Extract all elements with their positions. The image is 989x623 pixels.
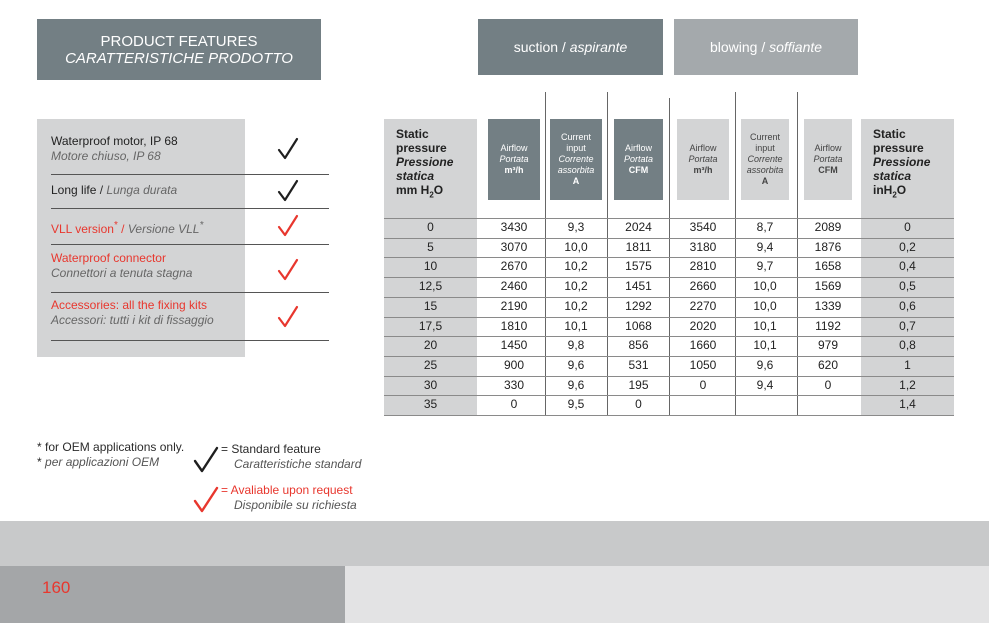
blowing-label: blowing [709,39,758,55]
hdr-line-it: statica [396,169,435,183]
product-features-header [37,19,321,80]
static-pressure-in-header [861,119,954,217]
legend-oem [37,440,184,470]
feature-label: Waterproof motor, IP 68 [51,134,178,148]
legend-request-it: Disponibile su richiesta [234,498,357,512]
col-hdr-l2b: assorbita [746,165,784,175]
feature-text [51,218,203,237]
col-hdr-l2: Corrente [747,154,783,164]
table-cell: 0,7 [899,319,916,333]
table-cell: 1292 [625,299,652,313]
table-cell: 10 [423,259,438,273]
feature-label: VLL version [51,222,114,236]
table-cell [677,395,729,414]
col-hdr-unit: A [761,176,769,186]
table-cell: 0,2 [899,240,916,254]
blowing-header [674,19,858,75]
table-cell: 1660 [689,338,717,352]
table-cell: 1658 [814,259,842,273]
table-cell: 5 [427,240,434,254]
legend-star: * [37,455,42,469]
column-divider [545,92,546,415]
legend-oem-en: for OEM applications only. [45,440,185,454]
feature-label-it: Lunga durata [106,183,178,197]
blowing-label-it: soffiante [769,39,823,55]
table-cell: 195 [628,378,649,392]
table-cell: 1339 [814,299,842,313]
col-hdr-unit: CFM [628,165,649,175]
hdr-unit-sub: 2 [892,190,897,200]
table-cell: 10,2 [564,259,588,273]
suction-label: suction [513,39,559,55]
feature-label-it: Motore chiuso, IP 68 [51,149,161,163]
column-divider [735,92,736,415]
table-cell: 0 [824,378,832,392]
hdr-unit-b: O [433,183,444,197]
table-cell: 3540 [689,220,717,234]
col-hdr-l1: Airflow [689,143,717,153]
col-hdr-l1: Current [560,132,591,142]
table-cell: 17,5 [418,319,443,333]
feature-sep: / [96,183,107,197]
table-cell: 9,4 [756,240,774,254]
legend-standard-it: Caratteristiche standard [234,457,362,471]
table-cell: 0 [510,397,518,411]
col-hdr-l1b: input [755,143,775,153]
legend-star: * [37,440,42,454]
table-cell: 3180 [689,240,717,254]
feature-row [51,175,329,209]
table-cell: 0 [427,220,434,234]
check-icon [277,258,299,282]
column-divider [797,92,798,415]
table-cell: 20 [423,338,438,352]
hdr-unit [873,183,954,202]
feature-label: Long life [51,183,97,197]
hdr-line: Static [873,127,906,141]
hdr-line-it: Pressione [396,155,454,169]
table-cell: 0 [635,397,642,411]
table-cell: 620 [817,358,839,372]
table-cell: 9,7 [756,259,774,273]
row-divider [384,415,954,416]
table-cell: 1192 [815,319,841,333]
suction-sep: / [558,39,570,55]
col-hdr-l1: Airflow [814,143,842,153]
feature-label: Accessories: all the fixing kits [51,298,208,312]
table-cell: 1,4 [899,397,916,411]
col-hdr-l1b: input [566,143,586,153]
table-cell [741,395,789,414]
col-hdr-l1: Airflow [624,143,652,153]
col-hdr-unit: A [572,176,580,186]
features-title-it: CARATTERISTICHE PRODOTTO [65,49,293,67]
check-icon [193,446,219,474]
feature-label: Waterproof connector [51,251,166,265]
feature-text [51,183,177,198]
col-hdr-unit: m³/h [693,165,713,175]
col-hdr-l2: Portata [688,154,718,164]
feature-star: * [113,220,118,231]
static-pressure-mm-header [384,119,477,217]
table-cell: 856 [628,338,649,352]
blowing-sep: / [757,39,770,55]
feature-text [51,134,178,164]
table-cell: 30 [423,378,438,392]
table-cell: 3070 [500,240,528,254]
hdr-line: pressure [873,141,924,155]
table-cell: 2024 [625,220,652,234]
check-icon [193,486,219,514]
page-number: 160 [42,578,71,597]
table-cell: 1451 [625,279,652,293]
table-cell: 1876 [814,240,842,254]
table-cell: 2020 [689,319,717,333]
table-cell: 9,4 [756,378,774,392]
features-title: PRODUCT FEATURES [100,32,258,50]
table-cell: 1 [904,358,911,372]
feature-star-it: * [199,220,204,231]
feature-label-it: Accessori: tutti i kit di fissaggio [51,313,214,327]
feature-row [51,119,329,175]
feature-label-it: Versione VLL [127,222,200,236]
column-divider [607,92,608,415]
hdr-unit [396,183,477,202]
legend-standard [221,442,361,472]
col-header-airflow-cfm [614,119,663,200]
feature-row [51,209,329,245]
table-cell: 9,8 [567,338,585,352]
feature-text [51,251,192,281]
hdr-line-it: statica [873,169,912,183]
check-icon [277,305,299,329]
col-header-current [550,119,602,200]
table-cell: 2670 [500,259,528,273]
table-cell: 531 [628,358,649,372]
table-cell: 0,5 [899,279,916,293]
table-cell: 10,1 [753,338,777,352]
table-cell: 1068 [625,319,652,333]
table-cell: 1050 [689,358,717,372]
table-cell: 2660 [689,279,717,293]
table-cell: 10,0 [564,240,588,254]
table-cell: 0 [699,378,707,392]
table-cell: 10,0 [753,299,777,313]
feature-row [51,245,329,293]
hdr-unit-sub: 2 [429,190,434,200]
table-cell: 10,1 [564,319,588,333]
feature-text [51,298,214,328]
test-voltage-note [0,521,989,566]
col-hdr-l2: Portata [623,154,654,164]
table-cell: 12,5 [418,279,443,293]
table-cell: 3430 [500,220,528,234]
feature-label-it: Connettori a tenuta stagna [51,266,193,280]
col-hdr-unit: m³/h [504,165,524,175]
suction-label-it: aspirante [569,39,628,55]
table-cell: 1811 [625,240,652,254]
table-cell: 10,0 [753,279,777,293]
table-cell: 9,6 [567,378,585,392]
table-cell: 0,4 [899,259,916,273]
table-cell: 1569 [814,279,842,293]
col-header-current-blowing [741,119,789,200]
table-cell: 9,6 [567,358,585,372]
col-header-airflow-cfm-blowing [804,119,852,200]
col-hdr-l2: Corrente [558,154,594,164]
feature-sep: / [117,222,128,236]
check-icon [277,179,299,203]
col-header-airflow-m3h [488,119,540,200]
col-header-airflow-m3h-blowing [677,119,729,200]
suction-header [478,19,663,75]
table-cell: 9,3 [567,220,585,234]
hdr-line: pressure [396,141,447,155]
table-cell: 25 [423,358,438,372]
hdr-line-it: Pressione [873,155,931,169]
col-hdr-unit: CFM [818,165,838,175]
table-cell: 9,6 [756,358,774,372]
check-icon [277,214,299,238]
table-cell: 2190 [500,299,528,313]
col-hdr-l1: Current [749,132,780,142]
table-cell: 1450 [500,338,528,352]
legend-oem-it: per applicazioni OEM [45,455,160,469]
legend-standard-en: = Standard feature [221,442,321,456]
table-cell: 9,5 [567,397,585,411]
footer-right-block [345,566,989,623]
table-cell: 900 [503,358,525,372]
table-cell: 15 [423,299,438,313]
table-cell: 2270 [689,299,717,313]
hdr-unit-b: O [896,183,907,197]
table-cell: 35 [423,397,438,411]
table-cell: 1,2 [899,378,916,392]
col-hdr-l2: Portata [813,154,843,164]
table-cell: 0,8 [899,338,916,352]
table-cell: 2810 [689,259,717,273]
legend-request-en: = Avaliable upon request [221,483,353,497]
table-cell: 0,6 [899,299,916,313]
check-icon [277,137,299,161]
legend-request [221,483,357,513]
hdr-line: Static [396,127,429,141]
table-cell: 330 [503,378,525,392]
feature-row [51,293,329,341]
table-cell: 1810 [500,319,528,333]
table-cell: 10,2 [564,279,588,293]
table-cell: 10,2 [564,299,588,313]
table-cell: 8,7 [756,220,774,234]
table-cell: 2089 [814,220,842,234]
table-cell: 979 [817,338,839,352]
table-cell: 0 [904,220,911,234]
col-hdr-l2b: assorbita [557,165,595,175]
hdr-unit-a: mm H [396,183,430,197]
hdr-unit-a: inH [873,183,893,197]
col-hdr-l1: Airflow [500,143,528,153]
table-cell: 1575 [625,259,652,273]
col-hdr-l2: Portata [499,154,529,164]
table-cell: 2460 [500,279,528,293]
table-cell [804,395,852,414]
table-cell: 10,1 [753,319,777,333]
